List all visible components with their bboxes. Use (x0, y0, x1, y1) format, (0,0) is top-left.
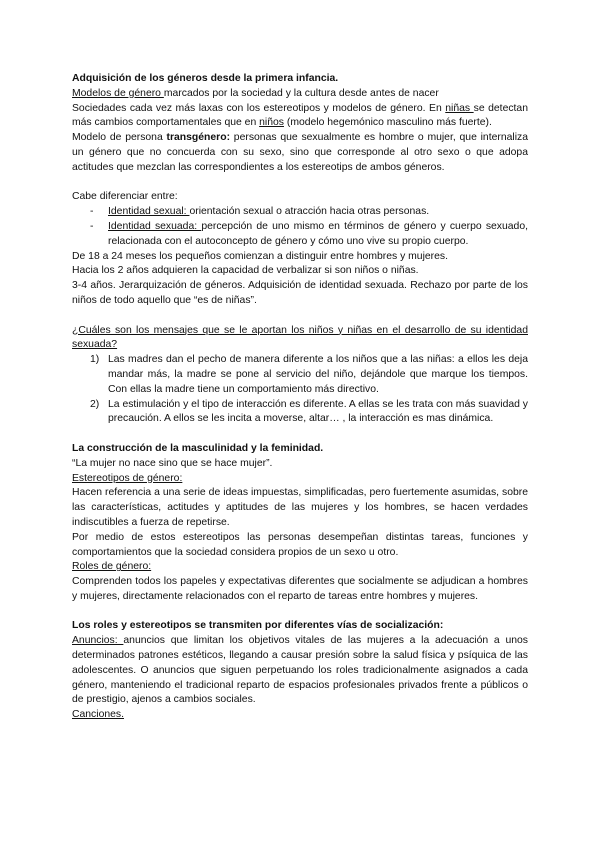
list-item: 2) La estimulación y el tipo de interacción es diferente. A ellas se les trata con más suavidad y precaución. A ellos se les incita a moverse, altar… , la interacción es mas dinámica. (90, 398, 528, 425)
paragraph-intro: Cabe diferenciar entre: (72, 191, 178, 203)
paragraph-societies: Sociedades cada vez más laxas con los estereotipos y modelos de género. En niñas se detectan más cambios comportamentales que en niños (modelo hegemónico masculino más fuerte). (72, 102, 528, 129)
messages-list (72, 353, 528, 427)
term-transgender: transgénero: (166, 132, 231, 144)
section-title: Adquisición de los géneros desde la primera infancia. (72, 73, 339, 84)
quote: “La mujer no nace sino que se hace mujer”. (72, 457, 273, 469)
subheading-roles: Roles de género: (72, 561, 152, 573)
paragraph-18-24: De 18 a 24 meses los pequeños comienzan a distinguir entre hombres y mujeres. (72, 250, 448, 262)
term-identidad-sexual: Identidad sexual: (108, 206, 190, 218)
term-models: Modelos de género (72, 87, 164, 99)
subheading-stereotypes: Estereotipos de género: (72, 472, 183, 484)
list-item: - Identidad sexual: orientación sexual o atracción hacia otras personas. (90, 206, 430, 218)
document-page (72, 72, 528, 723)
paragraph-models: Modelos de género marcados por la sociedad y la cultura desde antes de nacer (72, 87, 439, 99)
term-ninas: niñas (445, 102, 474, 114)
paragraph-ads: Anuncios: anuncios que limitan los objetivos vitales de las mujeres a la adecuación a unos determinados patrones estéticos, llegando a causar presión sobre la salud física y psíquica de las adolescentes. O anuncios que siguen perpetuando los roles tradicionalmente asignados a cada género, manteniendo el tradicional reparto de espacios profesionales privados frente a públicos o de prestigio, ajenos a cambios sociales. (72, 635, 528, 706)
paragraph-stereotypes-2: Por medio de estos estereotipos las personas desempeñan distintas tareas, funciones y comportamientos que la sociedad considera propios de un sexo u otro. (72, 531, 528, 558)
paragraph-2-years: Hacia los 2 años adquieren la capacidad de verbalizar si son niños o niñas. (72, 265, 419, 277)
term-identidad-sexuada: Identidad sexuada: (108, 220, 202, 232)
term-ads: Anuncios: (72, 635, 124, 647)
section-title: Los roles y estereotipos se transmiten por diferentes vías de socialización: (72, 620, 444, 632)
subheading-songs: Canciones. (72, 709, 124, 721)
paragraph-stereotypes: Hacen referencia a una serie de ideas impuestas, simplificadas, pero fuertemente asumidas, sobre las características, actitudes y aptitudes de las mujeres y los hombres, se hacen verdades indiscutibles a fuerza de repetirse. (72, 487, 528, 528)
paragraph-3-4-years: 3-4 años. Jerarquización de géneros. Adquisición de identidad sexuada. Rechazo por parte de los niños de todo aquello que “es de niñas”. (72, 280, 528, 306)
question-heading: ¿Cuáles son los mensajes que se le aportan los niños y niñas en el desarrollo de su identidad sexuada? (72, 324, 528, 351)
term-ninos: niños (259, 117, 284, 129)
list-item: - Identidad sexuada: percepción de uno mismo en términos de género y cuerpo sexuado, relacionada con el autoconcepto de género y cómo uno vive su propio cuerpo. (90, 220, 528, 247)
section-title: La construcción de la masculinidad y la feminidad. (72, 442, 324, 454)
paragraph-transgender: Modelo de persona transgénero: personas que sexualmente es hombre o mujer, que internaliza un género que no concuerda con su sexo, sino que corresponde al otro sexo o que adopa actitudes que mezclan las correspondientes a los estereotips de ambos géneros. (72, 132, 528, 173)
list-item: 1) Las madres dan el pecho de manera diferente a los niños que a las niñas: a ellos les deja mandar más, la madre se pone al servicio del niño, dejándole que marque los tiempos. Con ellas la madre tiene un comportamiento más directivo. (90, 354, 528, 395)
paragraph-roles: Comprenden todos los papeles y expectativas diferentes que socialmente se adjudican a hombres y mujeres, directamente relacionados con el reparto de tareas entre hombres y mujeres. (72, 576, 528, 602)
identity-list (72, 205, 528, 249)
